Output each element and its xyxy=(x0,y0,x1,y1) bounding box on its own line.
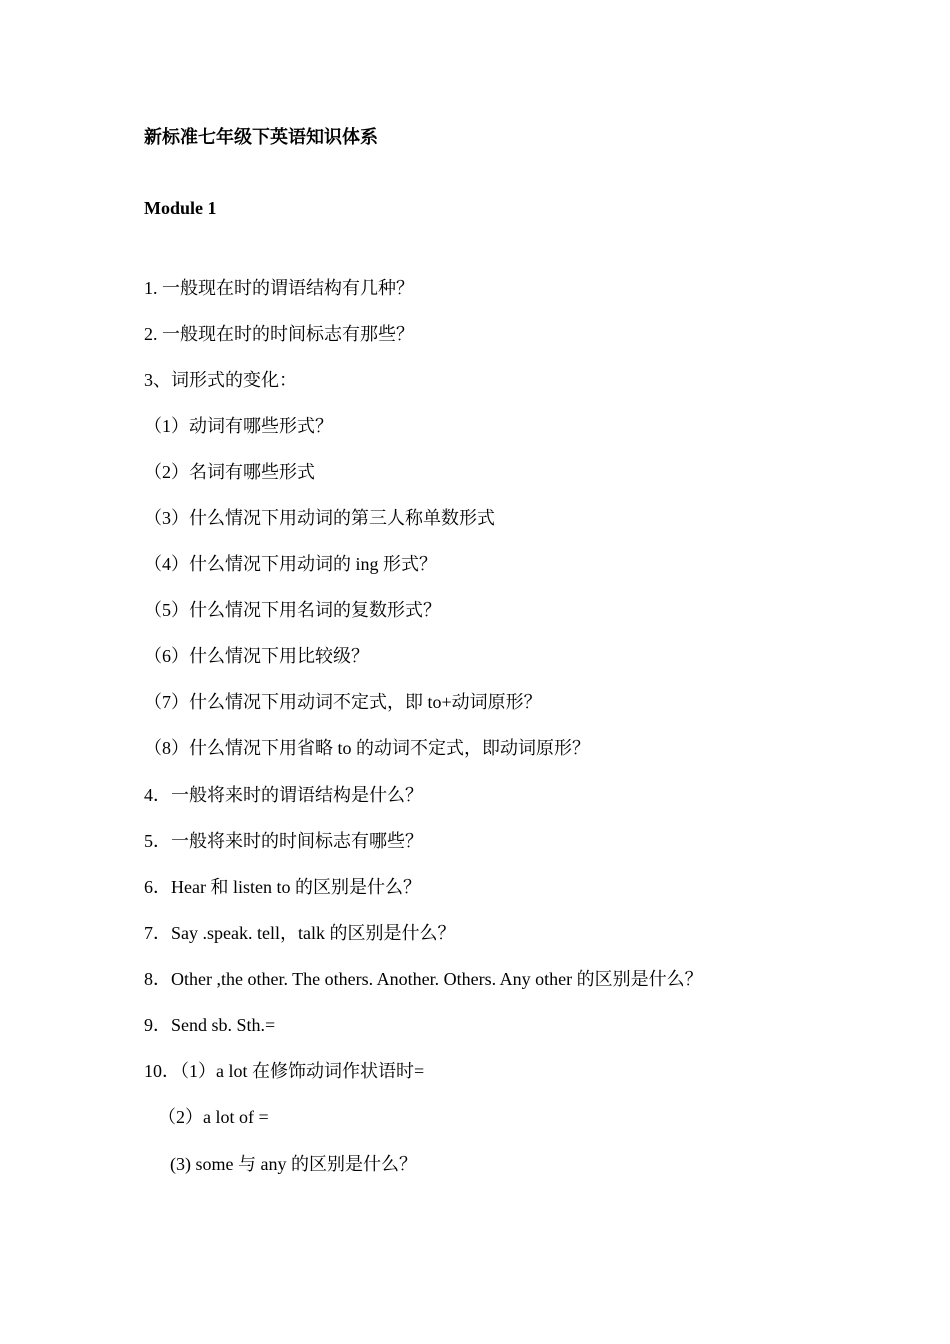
question-line: 10．（1）a lot 在修饰动词作状语时= xyxy=(144,1061,425,1081)
document-title: 新标准七年级下英语知识体系 xyxy=(144,127,378,147)
question-line: 9．Send sb. Sth.= xyxy=(144,1015,276,1035)
question-line: 8．Other ,the other. The others. Another. Others. Any other 的区别是什么？ xyxy=(144,969,703,989)
question-line: （2）a lot of = xyxy=(158,1107,269,1127)
question-line: 3、词形式的变化： xyxy=(144,370,297,390)
question-line: （6）什么情况下用比较级？ xyxy=(144,646,369,666)
module-heading: Module 1 xyxy=(144,198,217,218)
question-line: （8）什么情况下用省略 to 的动词不定式，即动词原形？ xyxy=(144,738,590,758)
question-line: 1. 一般现在时的谓语结构有几种？ xyxy=(144,278,414,298)
question-line: 6．Hear 和 listen to 的区别是什么？ xyxy=(144,877,421,897)
question-line: 7．Say .speak. tell，talk 的区别是什么？ xyxy=(144,923,456,943)
question-line: （7）什么情况下用动词不定式，即 to+动词原形？ xyxy=(144,692,542,712)
question-line: 5．一般将来时的时间标志有哪些？ xyxy=(144,831,423,851)
question-line: （4）什么情况下用动词的 ing 形式？ xyxy=(144,554,437,574)
question-line: （5）什么情况下用名词的复数形式？ xyxy=(144,600,441,620)
question-line: （1）动词有哪些形式？ xyxy=(144,416,333,436)
question-line: （2）名词有哪些形式 xyxy=(144,462,315,482)
question-line: (3) some 与 any 的区别是什么？ xyxy=(170,1154,417,1174)
question-line: 2. 一般现在时的时间标志有那些？ xyxy=(144,324,414,344)
question-line: 4．一般将来时的谓语结构是什么？ xyxy=(144,785,423,805)
question-line: （3）什么情况下用动词的第三人称单数形式 xyxy=(144,508,495,528)
